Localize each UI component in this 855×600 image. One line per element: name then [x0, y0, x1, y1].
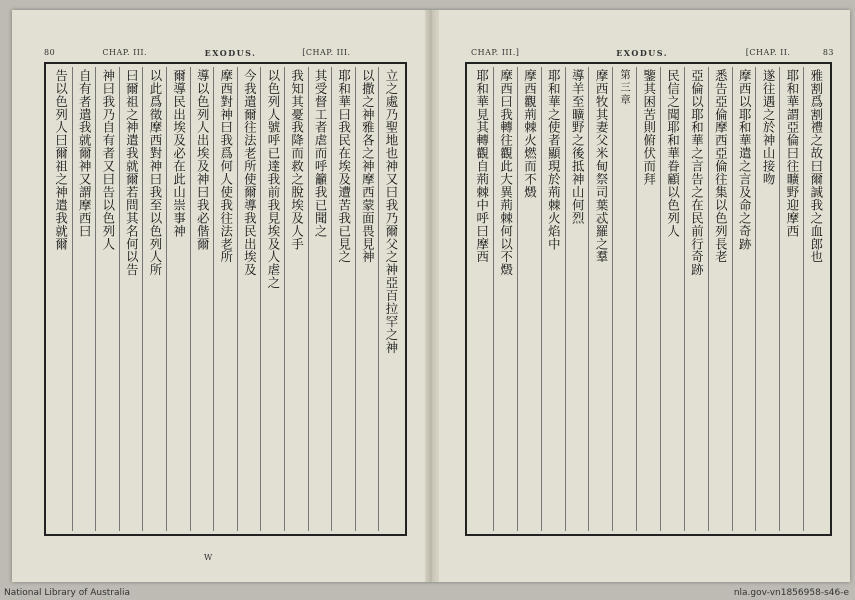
left-running-title: EXODUS. — [204, 48, 257, 58]
text-column — [355, 67, 379, 531]
text-column — [636, 67, 660, 531]
left-chapter-label: CHAP. III. — [102, 48, 148, 57]
text-column — [660, 67, 684, 531]
column-text: 導羊至曠野之後抵神山何烈 — [570, 69, 586, 225]
text-column — [260, 67, 284, 531]
column-text: 曰爾祖之神遣我就爾若問其名何以告 — [124, 69, 140, 277]
text-column — [684, 67, 708, 531]
left-chapter-label-right: [CHAP. III. — [302, 48, 351, 57]
column-text: 自有者遣我就爾神又謂摩西曰 — [77, 69, 93, 238]
text-column — [470, 67, 493, 531]
text-column — [284, 67, 308, 531]
right-page — [439, 10, 850, 582]
column-text: 摩西觀荊棘火燃而不燬 — [522, 69, 538, 199]
text-column — [237, 67, 261, 531]
column-text: 告以色列人曰爾祖之神遣我就爾 — [53, 69, 69, 251]
left-page-header — [44, 48, 409, 62]
text-column — [803, 67, 827, 531]
text-column — [732, 67, 756, 531]
right-page-number: 83 — [822, 48, 834, 57]
column-text: 摩西對神曰我爲何人使我往法老所 — [218, 69, 234, 264]
text-column — [331, 67, 355, 531]
column-text: 摩西以耶和華遣之言及命之奇跡 — [737, 69, 753, 251]
column-text: 悉告亞倫摩西亞倫往集以色列長老 — [713, 69, 729, 264]
left-text-frame — [44, 62, 407, 536]
right-text-frame — [465, 62, 832, 536]
column-text: 耶和華見其轉觀自荊棘中呼曰摩西 — [474, 69, 490, 264]
catalog-identifier: nla.gov-vn1856958-s46-e — [733, 588, 849, 598]
text-column — [612, 67, 636, 531]
column-text: 神曰我乃自有者又曰告以色列人 — [100, 69, 116, 251]
column-text: 鑒其困苦則俯伏而拜 — [641, 69, 657, 186]
text-column — [493, 67, 517, 531]
column-text: 我知其憂我降而救之脫埃及人手 — [289, 69, 305, 251]
column-text: 爾導民出埃及必在此山崇事神 — [171, 69, 187, 238]
text-column — [213, 67, 237, 531]
column-text: 今我遣爾往法老所使爾導我民出埃及 — [242, 69, 258, 277]
book-spread — [12, 10, 850, 582]
text-column — [779, 67, 803, 531]
column-text: 民信之聞耶和華眷顧以色列人 — [665, 69, 681, 238]
left-text-columns — [49, 67, 402, 531]
text-column — [565, 67, 589, 531]
column-text: 遂往遇之於神山接吻 — [761, 69, 777, 186]
text-column — [708, 67, 732, 531]
text-column — [541, 67, 565, 531]
left-page-number: 80 — [44, 48, 56, 57]
book-gutter — [425, 10, 439, 582]
column-text: 摩西牧其妻父米甸祭司葉忒羅之羣 — [594, 69, 610, 264]
text-column — [49, 67, 72, 531]
column-text: 耶和華曰我民在埃及遭苦我已見之 — [336, 69, 352, 264]
text-column — [588, 67, 612, 531]
text-column — [72, 67, 96, 531]
column-text: 雅割爲割禮之故曰爾誠我之血郎也 — [808, 69, 824, 264]
column-text: 摩西曰我轉往觀此大異荊棘何以不燬 — [498, 69, 514, 277]
text-column — [378, 67, 402, 531]
column-text: 其受督工者虐而呼籲我已聞之 — [313, 69, 329, 238]
text-column — [517, 67, 541, 531]
right-page-header — [471, 48, 834, 62]
column-text: 以此爲徵摩西對神曰我至以色列人所 — [147, 69, 163, 277]
signature-mark: W — [204, 553, 213, 562]
right-text-columns — [470, 67, 827, 531]
column-text: 以色列人號呼已達我前我見埃及人虐之 — [265, 69, 281, 290]
library-credit: National Library of Australia — [4, 588, 131, 598]
column-text: 立之處乃聖地也神又曰我乃爾父之神亞百拉罕之神 — [383, 69, 399, 354]
text-column — [308, 67, 332, 531]
chapter-heading: 第三章 — [618, 69, 631, 107]
right-running-title: EXODUS. — [616, 48, 669, 58]
right-chapter-label-left: CHAP. III.] — [471, 48, 520, 57]
text-column — [190, 67, 214, 531]
column-text: 亞倫以耶和華之言告之在民前行奇跡 — [689, 69, 705, 277]
text-column — [755, 67, 779, 531]
text-column — [95, 67, 119, 531]
column-text: 耶和華謂亞倫曰往曠野迎摩西 — [784, 69, 800, 238]
text-column — [142, 67, 166, 531]
column-text: 導以色列人出埃及神曰我必偕爾 — [195, 69, 211, 251]
text-column — [166, 67, 190, 531]
column-text: 以撒之神雅各之神摩西蒙面畏見神 — [360, 69, 376, 264]
text-column — [119, 67, 143, 531]
column-text: 耶和華之使者顯現於荊棘火焰中 — [546, 69, 562, 251]
right-chapter-label: [CHAP. II. — [745, 48, 791, 57]
left-page — [12, 10, 425, 582]
